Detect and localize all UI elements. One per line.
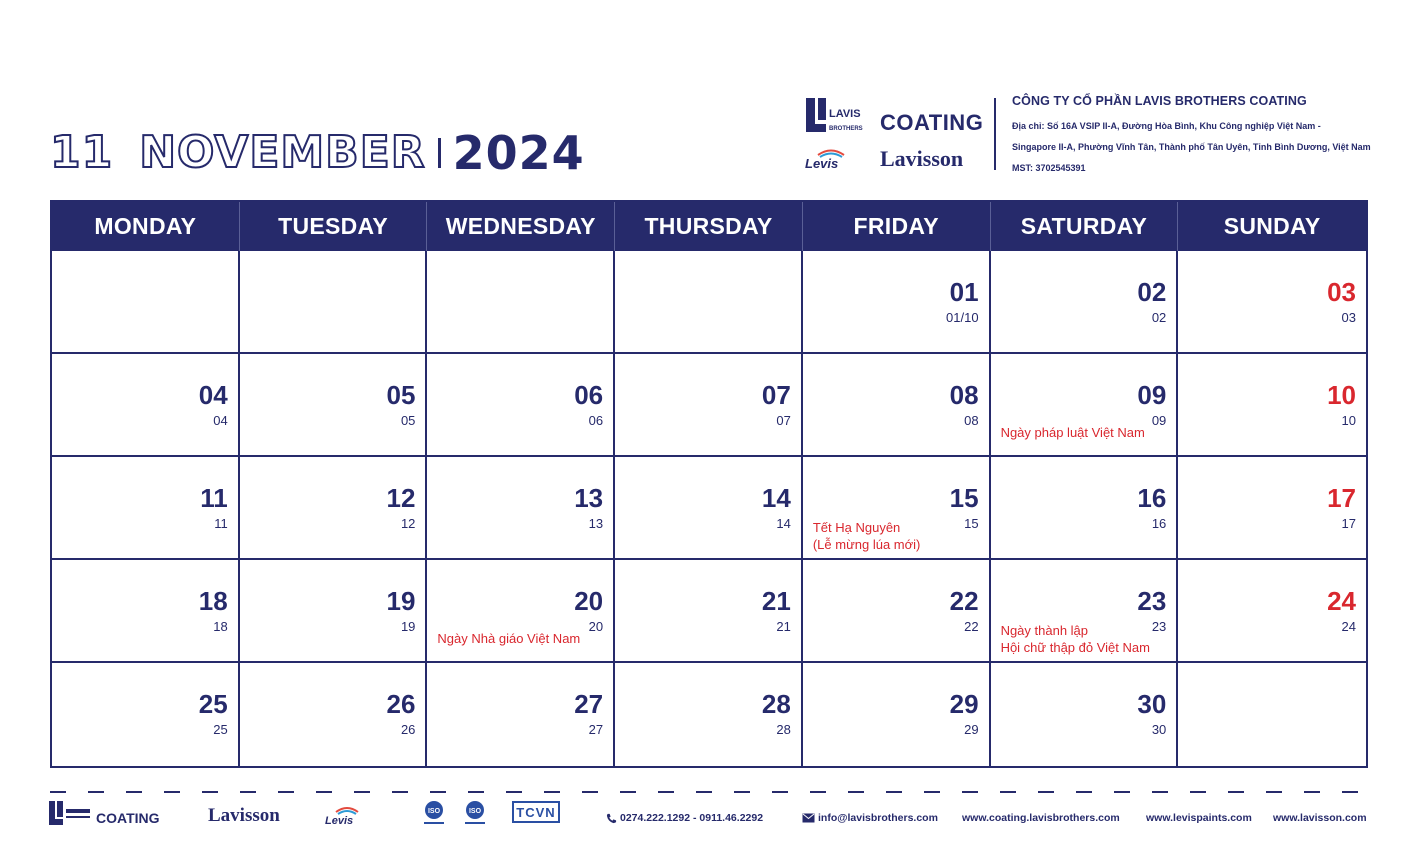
day-cell-27	[427, 663, 615, 766]
day-number: 29	[949, 689, 979, 719]
day-cell-06	[427, 354, 615, 457]
levis-logo	[804, 148, 858, 170]
day-cell-01	[803, 251, 991, 354]
day-number: 23	[1137, 586, 1167, 616]
calendar-body	[52, 251, 1366, 766]
weekday-4: FRIDAY	[803, 202, 991, 251]
day-number: 11	[200, 483, 228, 513]
company-address-line1: Địa chỉ: Số 16A VSIP II-A, Đường Hòa Bình, Khu Công nghiệp Việt Nam -	[1012, 121, 1321, 131]
day-number: 18	[198, 586, 228, 616]
phone-icon	[606, 813, 617, 824]
holiday-note	[813, 519, 921, 553]
day-number: 26	[386, 689, 416, 719]
day-number: 08	[949, 380, 979, 410]
tcvn-badge: TCVN	[512, 801, 560, 823]
lunar-date: 17	[1341, 516, 1356, 531]
lunar-date: 11	[214, 516, 228, 531]
calendar-grid	[50, 200, 1368, 768]
day-cell-28	[615, 663, 803, 766]
lunar-date: 07	[776, 413, 791, 428]
day-cell-18	[52, 560, 240, 663]
day-number: 20	[574, 586, 604, 616]
month-number: 11	[50, 127, 114, 178]
lavis-brothers-logo	[804, 96, 870, 134]
empty-day-cell	[427, 251, 615, 354]
footer-levis-text: Levis	[325, 815, 354, 826]
day-cell-25	[52, 663, 240, 766]
lunar-date: 05	[400, 413, 416, 428]
day-number: 04	[198, 380, 228, 410]
footer	[0, 798, 1418, 838]
day-cell-17	[1178, 457, 1366, 560]
lunar-date: 12	[400, 516, 416, 531]
holiday-note-line: Ngày pháp luật Việt Nam	[1000, 425, 1145, 440]
holiday-note	[1001, 622, 1150, 656]
iso-certificate-icon	[423, 800, 445, 826]
footer-coating-wordmark: COATING	[96, 810, 160, 826]
day-cell-22	[803, 560, 991, 663]
lunar-date: 25	[213, 722, 228, 737]
lunar-date: 21	[776, 619, 791, 634]
lunar-date: 29	[964, 722, 979, 737]
day-number: 06	[574, 380, 604, 410]
day-cell-05	[240, 354, 428, 457]
dashed-divider	[50, 791, 1368, 793]
day-number: 09	[1137, 380, 1167, 410]
empty-day-cell	[615, 251, 803, 354]
lunar-date: 18	[213, 619, 228, 634]
lunar-date: 19	[400, 619, 416, 634]
iso-certificate-icon	[464, 800, 486, 826]
iso2-text: ISO	[468, 808, 482, 815]
month-name: NOVEMBER	[139, 127, 426, 178]
day-cell-08	[803, 354, 991, 457]
holiday-note-line: Hội chữ thập đỏ Việt Nam	[1000, 640, 1150, 655]
footer-phone	[606, 812, 763, 824]
footer-lavis-logo	[48, 800, 92, 826]
day-cell-13	[427, 457, 615, 560]
coating-wordmark: COATING	[880, 110, 984, 135]
day-number: 12	[386, 483, 416, 513]
day-cell-20	[427, 560, 615, 663]
holiday-note	[1001, 424, 1145, 441]
day-number: 28	[761, 689, 791, 719]
holiday-note	[437, 630, 580, 647]
lunar-date: 03	[1341, 310, 1356, 325]
day-cell-09	[991, 354, 1179, 457]
company-tax-id: MST: 3702545391	[1012, 163, 1086, 173]
day-cell-04	[52, 354, 240, 457]
lunar-date: 27	[588, 722, 604, 737]
footer-levis-logo	[324, 806, 370, 826]
day-cell-29	[803, 663, 991, 766]
footer-email	[802, 812, 938, 824]
day-number: 19	[386, 586, 416, 616]
day-number: 03	[1327, 277, 1356, 307]
lunar-date: 06	[588, 413, 604, 428]
lavisson-wordmark: Lavisson	[880, 146, 964, 171]
day-number: 24	[1327, 586, 1356, 616]
weekday-5: SATURDAY	[991, 202, 1179, 251]
company-name: CÔNG TY CỔ PHẦN LAVIS BROTHERS COATING	[1012, 94, 1307, 108]
footer-phone-text: 0274.222.1292 - 0911.46.2292	[620, 812, 764, 824]
day-cell-26	[240, 663, 428, 766]
lunar-date: 10	[1341, 413, 1356, 428]
day-number: 13	[574, 483, 604, 513]
holiday-note-line: Tết Hạ Nguyên	[812, 520, 901, 535]
day-cell-10	[1178, 354, 1366, 457]
lunar-date: 08	[964, 413, 979, 428]
lavis-mark-sub: BROTHERS	[829, 126, 863, 132]
day-number: 21	[761, 586, 791, 616]
levis-logo-text: Levis	[805, 156, 839, 170]
header-divider	[994, 98, 996, 170]
weekday-3: THURSDAY	[615, 202, 803, 251]
envelope-icon	[802, 813, 815, 823]
footer-website-coating: www.coating.lavisbrothers.com	[962, 812, 1120, 824]
day-cell-24	[1178, 560, 1366, 663]
lunar-date: 24	[1341, 619, 1356, 634]
day-number: 07	[761, 380, 791, 410]
day-cell-19	[240, 560, 428, 663]
day-cell-12	[240, 457, 428, 560]
company-info	[1012, 94, 1370, 179]
day-cell-23	[991, 560, 1179, 663]
footer-lavisson-wordmark: Lavisson	[208, 805, 280, 826]
lunar-date: 30	[1151, 722, 1167, 737]
lunar-date: 02	[1151, 310, 1167, 325]
title-separator	[438, 138, 441, 168]
day-number: 14	[761, 483, 791, 513]
day-cell-21	[615, 560, 803, 663]
empty-day-cell	[52, 251, 240, 354]
lunar-date: 22	[964, 619, 979, 634]
lavis-mark-text: LAVIS	[829, 108, 861, 120]
lunar-date: 15	[964, 516, 979, 531]
day-number: 22	[949, 586, 979, 616]
day-number: 30	[1137, 689, 1167, 719]
lunar-date: 14	[776, 516, 791, 531]
lunar-date: 01/10	[946, 310, 979, 325]
footer-email-text: info@lavisbrothers.com	[818, 812, 938, 824]
lunar-date: 13	[588, 516, 604, 531]
lunar-date: 23	[1151, 619, 1167, 634]
weekday-6: SUNDAY	[1223, 213, 1321, 239]
day-number: 10	[1327, 380, 1356, 410]
day-cell-07	[615, 354, 803, 457]
year: 2024	[452, 126, 585, 180]
calendar-title	[50, 128, 585, 178]
holiday-note-line: Ngày thành lập	[1000, 623, 1089, 638]
day-cell-03	[1178, 251, 1366, 354]
holiday-note-line: (Lễ mừng lúa mới)	[812, 537, 921, 552]
lunar-date: 16	[1151, 516, 1167, 531]
weekday-2: WEDNESDAY	[427, 202, 615, 251]
footer-website-levis: www.levispaints.com	[1146, 812, 1252, 824]
empty-day-cell	[1178, 663, 1366, 766]
lunar-date: 20	[588, 619, 604, 634]
day-cell-14	[615, 457, 803, 560]
day-number: 05	[386, 380, 416, 410]
brand-logos	[804, 96, 984, 176]
day-number: 16	[1137, 483, 1167, 513]
day-cell-16	[991, 457, 1179, 560]
day-number: 15	[949, 483, 979, 513]
day-number: 27	[574, 689, 604, 719]
lunar-date: 26	[400, 722, 416, 737]
day-number: 02	[1137, 277, 1167, 307]
day-cell-15	[803, 457, 991, 560]
weekday-header	[52, 202, 1366, 251]
holiday-note-line: Ngày Nhà giáo Việt Nam	[437, 631, 581, 646]
day-cell-11	[52, 457, 240, 560]
day-cell-02	[991, 251, 1179, 354]
footer-website-lavisson: www.lavisson.com	[1273, 812, 1367, 824]
day-number: 17	[1327, 483, 1356, 513]
lunar-date: 09	[1151, 413, 1167, 428]
lunar-date: 28	[776, 722, 791, 737]
weekday-1: TUESDAY	[240, 202, 428, 251]
lunar-date: 04	[213, 413, 228, 428]
weekday-0: MONDAY	[52, 202, 240, 251]
iso1-text: ISO	[427, 808, 441, 815]
empty-day-cell	[240, 251, 428, 354]
company-address-line2: Singapore II-A, Phường Vĩnh Tân, Thành phố Tân Uyên, Tỉnh Bình Dương, Việt Nam	[1012, 142, 1371, 152]
day-cell-30	[991, 663, 1179, 766]
day-number: 01	[949, 277, 979, 307]
day-number: 25	[198, 689, 228, 719]
